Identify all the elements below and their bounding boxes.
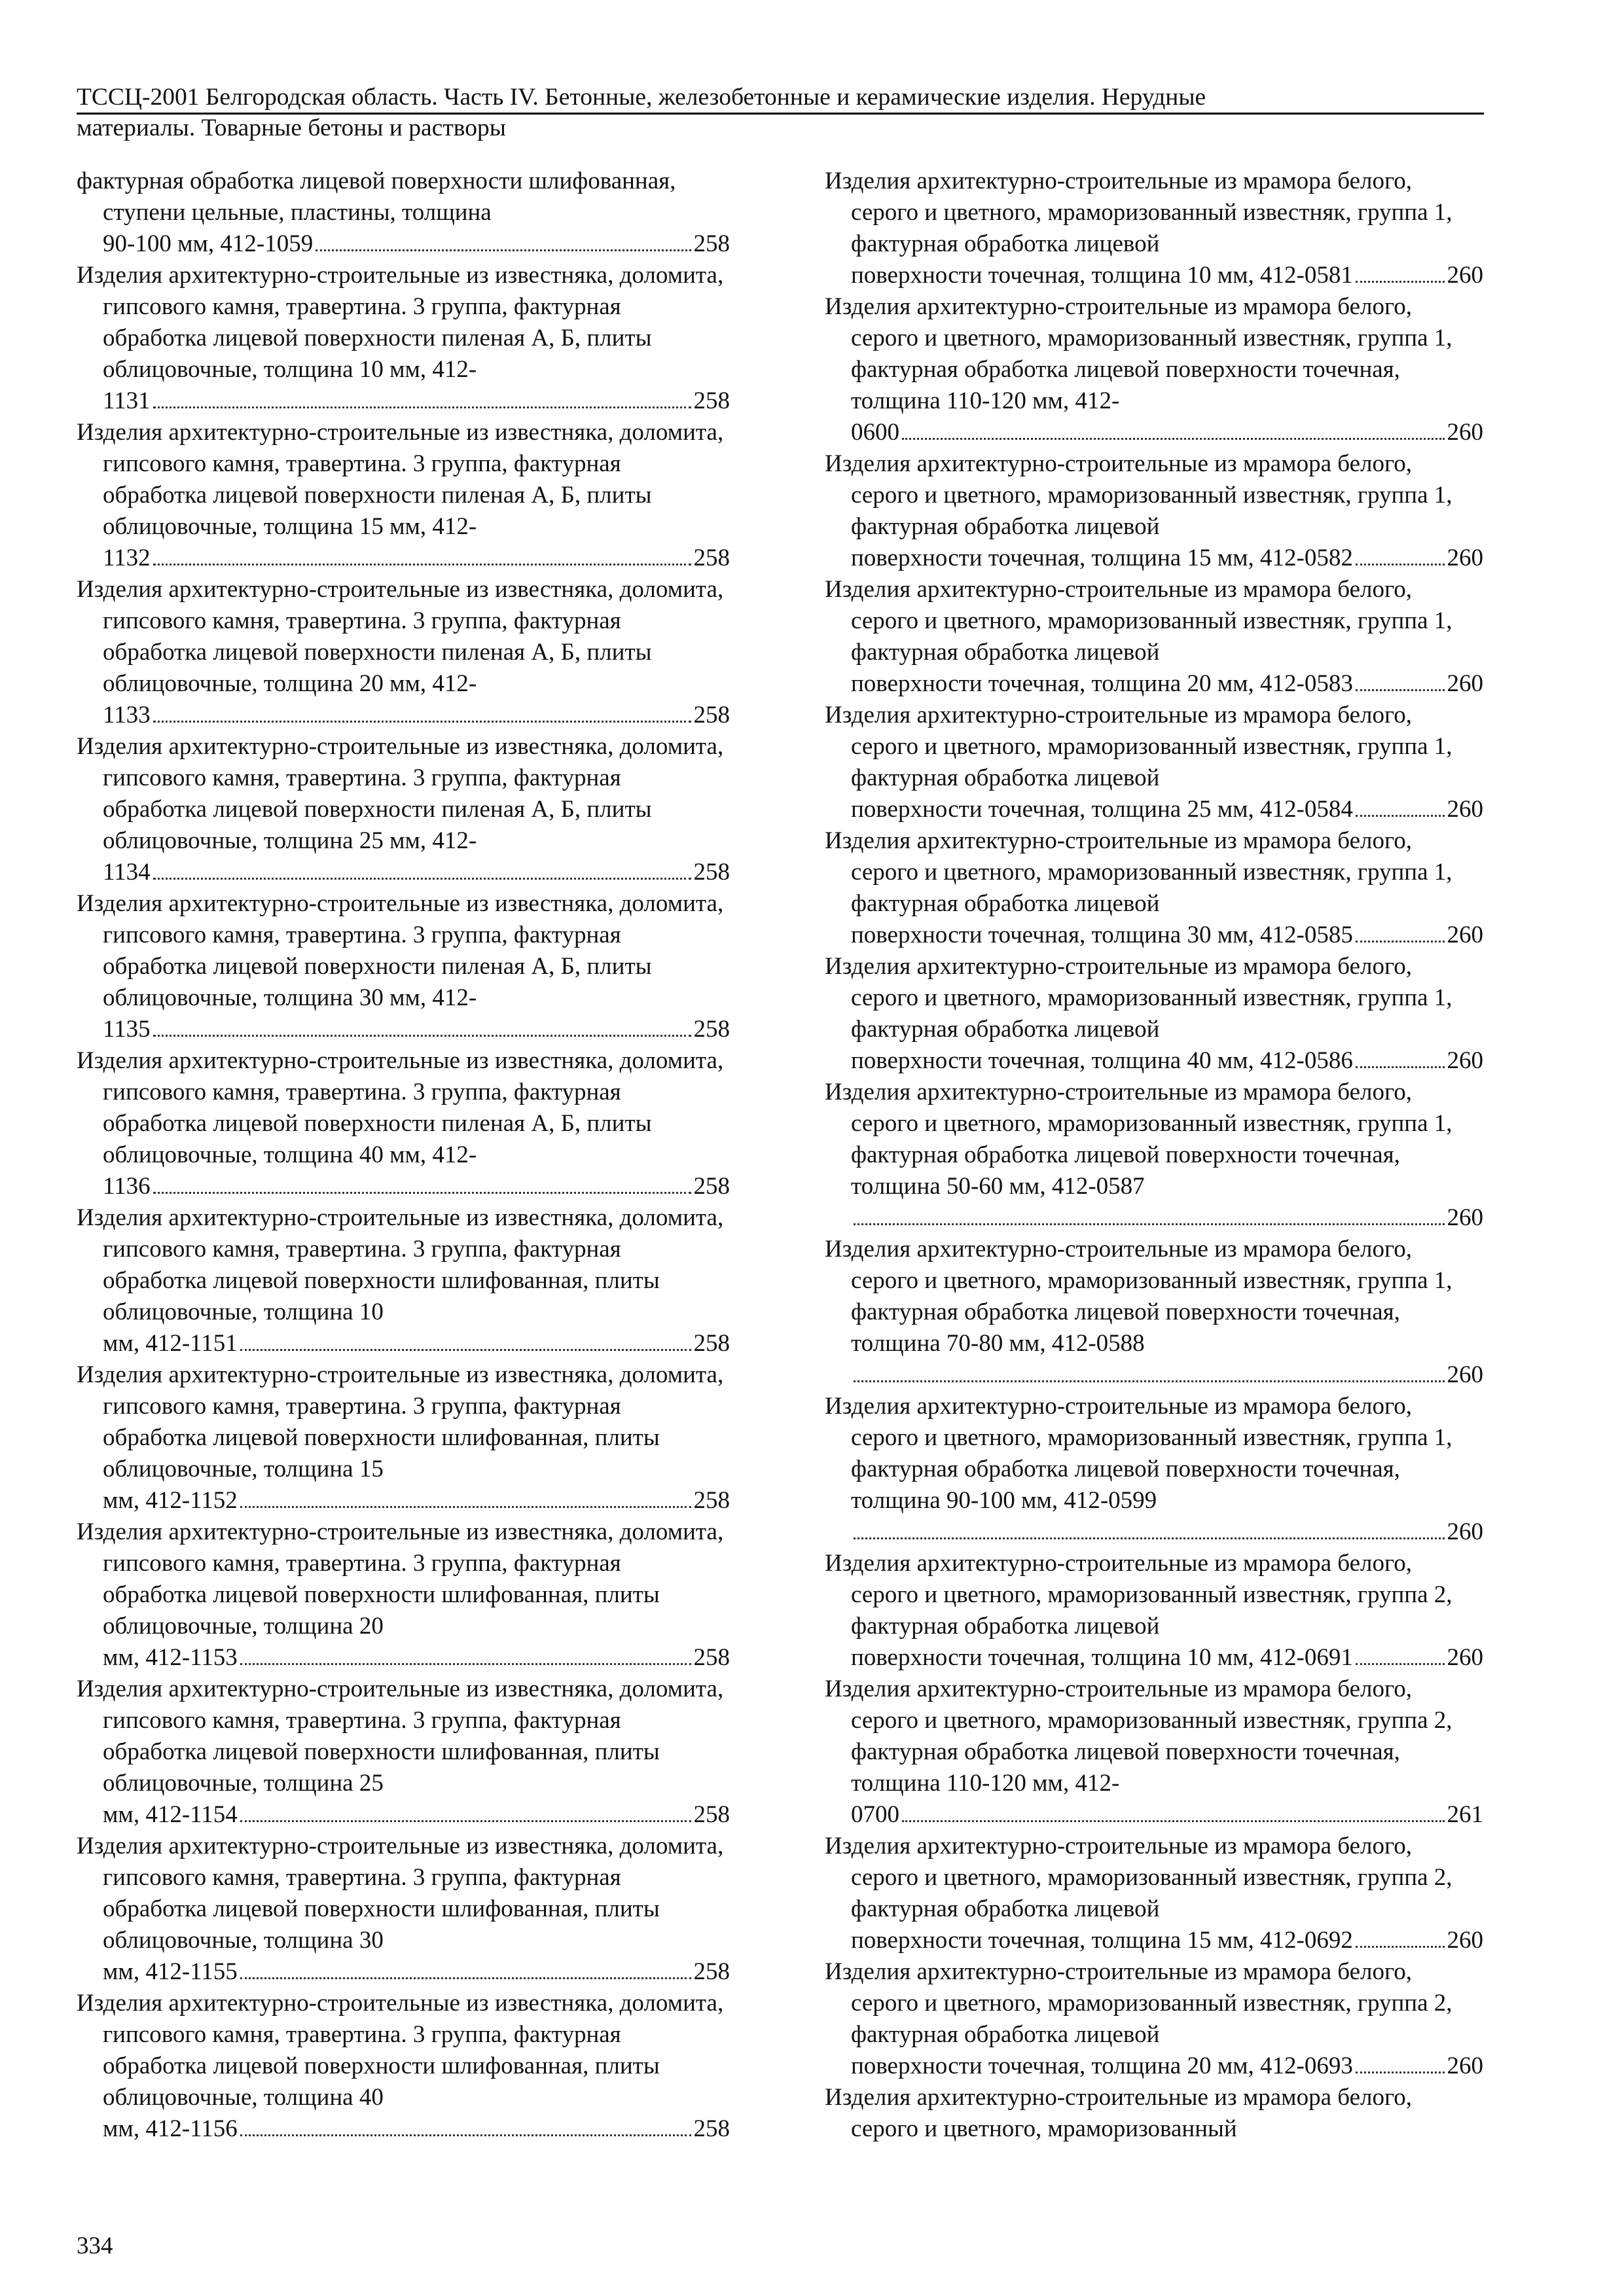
dot-leader	[153, 721, 691, 723]
index-entry-code: 90-100 мм, 412-1059	[103, 230, 314, 257]
index-entry	[825, 825, 1483, 951]
index-entry-text: Изделия архитектурно-строительные из мрамора белого, серого и цветного, мраморизованный известняк, группа 1, фактурная обработка лицевой	[825, 168, 1453, 257]
index-entry-text: Изделия архитектурно-строительные из известняка, доломита, гипсового камня, травертина. 3 группа, фактурная обработка лицевой поверхности пиленая А, Б, плиты облицовочные, толщина 15 мм, 412-	[77, 419, 724, 540]
index-entry-text: Изделия архитектурно-строительные из известняка, доломита, гипсового камня, травертина. 3 группа, фактурная обработка лицевой поверхности пиленая А, Б, плиты облицовочные, толщина 20 мм, 412-	[77, 576, 724, 697]
index-entry-text: Изделия архитектурно-строительные из известняка, доломита, гипсового камня, травертина. 3 группа, фактурная обработка лицевой поверхности пиленая А, Б, плиты облицовочные, толщина 30 мм, 412-	[77, 890, 724, 1011]
index-entry	[77, 417, 730, 574]
index-entry-leader	[103, 228, 730, 260]
page-number: 334	[77, 2233, 113, 2259]
index-entry-code: поверхности точечная, толщина 10 мм, 412-0581	[851, 262, 1353, 289]
index-entry-page: 260	[1447, 1518, 1483, 1545]
index-entry-code: поверхности точечная, толщина 20 мм, 412-0693	[851, 2053, 1353, 2079]
index-entry-code: мм, 412-1153	[103, 1644, 238, 1671]
index-entry-text: Изделия архитектурно-строительные из известняка, доломита, гипсового камня, травертина. 3 группа, фактурная обработка лицевой поверхности шлифованная, плиты облицовочные, толщина 40	[77, 1990, 724, 2111]
index-entry-leader	[103, 543, 730, 574]
index-entry-text: Изделия архитектурно-строительные из мрамора белого, серого и цветного, мраморизованный известняк, группа 1, фактурная обработка лицевой	[825, 953, 1453, 1043]
index-entry-leader	[103, 1642, 730, 1674]
dot-leader	[854, 1380, 1445, 1382]
index-entry	[825, 1674, 1483, 1831]
index-entry-page: 260	[1447, 2053, 1483, 2079]
dot-leader	[902, 1820, 1445, 1822]
index-entry-page: 258	[693, 859, 730, 886]
index-entry-page: 258	[693, 702, 730, 728]
index-entry-page: 258	[693, 2115, 730, 2142]
index-entry-text: Изделия архитектурно-строительные из мрамора белого, серого и цветного, мраморизованный известняк, группа 1, фактурная обработка лицевой поверхности точечная, толщина 110-120 мм, 412-	[825, 293, 1453, 414]
index-entry-text: Изделия архитектурно-строительные из известняка, доломита, гипсового камня, травертина. 3 группа, фактурная обработка лицевой поверхности шлифованная, плиты облицовочные, толщина 30	[77, 1833, 724, 1954]
index-entry-code: поверхности точечная, толщина 15 мм, 412-0692	[851, 1927, 1353, 1954]
index-entry-leader	[851, 1642, 1483, 1674]
index-entry-page: 260	[1447, 1644, 1483, 1671]
index-entry	[825, 1077, 1483, 1234]
index-entry-code: 1132	[103, 545, 151, 571]
index-entry-text: Изделия архитектурно-строительные из мрамора белого, серого и цветного, мраморизованный известняк, группа 1, фактурная обработка лицевой поверхности точечная, толщина 50-60 мм, 412-0587	[825, 1079, 1453, 1200]
index-entry-code: поверхности точечная, толщина 20 мм, 412-0583	[851, 670, 1353, 697]
index-entry-text: Изделия архитектурно-строительные из мрамора белого, серого и цветного, мраморизованный известняк, группа 2, фактурная обработка лицевой	[825, 1958, 1453, 2048]
index-entry-leader	[103, 1485, 730, 1516]
index-entry-leader	[103, 1328, 730, 1359]
index-entry-text: Изделия архитектурно-строительные из известняка, доломита, гипсового камня, травертина. 3 группа, фактурная обработка лицевой поверхности пиленая А, Б, плиты облицовочные, толщина 25 мм, 412-	[77, 733, 724, 854]
index-entry	[77, 731, 730, 888]
dot-leader	[1356, 281, 1445, 283]
dot-leader	[240, 1820, 691, 1822]
index-entry-leader	[851, 1799, 1483, 1831]
index-entry-leader	[103, 1014, 730, 1045]
dot-leader	[153, 878, 691, 880]
index-entry-page: 258	[693, 230, 730, 257]
index-entry-code: поверхности точечная, толщина 25 мм, 412-0584	[851, 796, 1353, 823]
index-entry-code: 1131	[103, 387, 151, 414]
index-entry-leader	[103, 1171, 730, 1202]
index-entry-code: поверхности точечная, толщина 15 мм, 412-0582	[851, 545, 1353, 571]
dot-leader	[316, 249, 691, 251]
index-entry-page: 260	[1447, 796, 1483, 823]
index-entry-text: Изделия архитектурно-строительные из мрамора белого, серого и цветного, мраморизованный известняк, группа 2, фактурная обработка лицевой	[825, 1550, 1453, 1640]
index-entry-code: поверхности точечная, толщина 30 мм, 412-0585	[851, 922, 1353, 948]
index-entry	[825, 700, 1483, 825]
index-entry-leader	[851, 260, 1483, 291]
index-entry	[825, 1548, 1483, 1674]
index-entry-text: Изделия архитектурно-строительные из мрамора белого, серого и цветного, мраморизованный известняк, группа 1, фактурная обработка лицевой	[825, 450, 1453, 540]
dot-leader	[153, 406, 691, 408]
index-entry-leader	[103, 386, 730, 417]
index-entry-page: 258	[693, 1173, 730, 1200]
index-entry-leader	[103, 857, 730, 888]
index-entry-code: мм, 412-1154	[103, 1801, 238, 1828]
index-entry-page: 258	[693, 1801, 730, 1828]
dot-leader	[240, 1977, 691, 1979]
index-entry-page: 258	[693, 387, 730, 414]
index-entry-text: Изделия архитектурно-строительные из известняка, доломита, гипсового камня, травертина. 3 группа, фактурная обработка лицевой поверхности шлифованная, плиты облицовочные, толщина 20	[77, 1518, 724, 1640]
index-entry	[77, 888, 730, 1045]
index-entry-page: 258	[693, 1330, 730, 1357]
index-entry-code: мм, 412-1152	[103, 1487, 238, 1514]
index-entry	[77, 574, 730, 731]
index-entry-page: 260	[1447, 1204, 1483, 1231]
index-entry-leader	[851, 920, 1483, 951]
index-entry	[825, 291, 1483, 448]
index-entry-page: 258	[693, 545, 730, 571]
index-entry	[825, 166, 1483, 291]
index-entry-leader	[851, 1045, 1483, 1077]
index-entry-leader	[851, 417, 1483, 448]
index-entry-code: мм, 412-1151	[103, 1330, 238, 1357]
dot-leader	[854, 1223, 1445, 1225]
index-entry-leader	[851, 543, 1483, 574]
dot-leader	[153, 1192, 691, 1194]
index-entry	[825, 1956, 1483, 2082]
dot-leader	[1356, 2072, 1445, 2073]
index-entry	[77, 1359, 730, 1516]
dot-leader	[1356, 941, 1445, 942]
dot-leader	[240, 1506, 691, 1508]
dot-leader	[1356, 689, 1445, 691]
index-entry-text: Изделия архитектурно-строительные из мрамора белого, серого и цветного, мраморизованный известняк, группа 1, фактурная обработка лицевой	[825, 702, 1453, 791]
dot-leader	[240, 1663, 691, 1665]
index-entry	[77, 1831, 730, 1988]
index-entry	[825, 1831, 1483, 1956]
index-entry-leader	[103, 700, 730, 731]
index-entry-leader	[851, 2051, 1483, 2082]
header-line-1: ТССЦ-2001 Белгородская область. Часть IV. Бетонные, железобетонные и керамические изделия. Нерудные	[77, 84, 1484, 115]
index-entry-text: Изделия архитектурно-строительные из мрамора белого, серого и цветного, мраморизованный	[825, 2084, 1412, 2142]
index-entry-code: 0700	[851, 1801, 899, 1828]
index-entry-page: 258	[693, 1016, 730, 1043]
index-entry	[77, 1516, 730, 1674]
index-entry-code: 1134	[103, 859, 151, 886]
index-entry-text: Изделия архитектурно-строительные из известняка, доломита, гипсового камня, травертина. 3 группа, фактурная обработка лицевой поверхности пиленая А, Б, плиты облицовочные, толщина 40 мм, 412-	[77, 1047, 724, 1168]
index-entry-code: мм, 412-1156	[103, 2115, 238, 2142]
index-entry-leader	[103, 2113, 730, 2145]
index-entry-text: Изделия архитектурно-строительные из мрамора белого, серого и цветного, мраморизованный известняк, группа 1, фактурная обработка лицевой поверхности точечная, толщина 90-100 мм, 412-0599	[825, 1393, 1453, 1514]
index-entry-code: 1136	[103, 1173, 151, 1200]
index-entry-text: фактурная обработка лицевой поверхности шлифованная, ступени цельные, пластины, толщина	[77, 168, 676, 226]
index-entry-page: 260	[1447, 1047, 1483, 1074]
index-entry-code: 0600	[851, 419, 899, 446]
index-entry-leader	[851, 1925, 1483, 1956]
index-entry	[825, 2082, 1483, 2145]
index-entry-text: Изделия архитектурно-строительные из мрамора белого, серого и цветного, мраморизованный известняк, группа 2, фактурная обработка лицевой поверхности точечная, толщина 110-120 мм, 412-	[825, 1676, 1453, 1797]
index-entry-text: Изделия архитектурно-строительные из мрамора белого, серого и цветного, мраморизованный известняк, группа 1, фактурная обработка лицевой	[825, 827, 1453, 917]
index-entry	[77, 1674, 730, 1831]
index-entry-leader	[851, 1202, 1483, 1234]
index-column-right	[825, 166, 1483, 2145]
index-entry-code: 1135	[103, 1016, 151, 1043]
dot-leader	[1356, 1946, 1445, 1948]
index-entry-page: 260	[1447, 1361, 1483, 1388]
dot-leader	[240, 2134, 691, 2136]
index-entry-code: поверхности точечная, толщина 10 мм, 412-0691	[851, 1644, 1353, 1671]
index-entry	[825, 448, 1483, 574]
index-entry	[77, 260, 730, 417]
index-entry	[825, 574, 1483, 700]
index-entry-text: Изделия архитектурно-строительные из известняка, доломита, гипсового камня, травертина. 3 группа, фактурная обработка лицевой поверхности шлифованная, плиты облицовочные, толщина 10	[77, 1204, 724, 1325]
index-entry-page: 260	[1447, 419, 1483, 446]
dot-leader	[153, 564, 691, 565]
dot-leader	[1356, 1663, 1445, 1665]
index-column-left	[77, 166, 730, 2145]
index-entry-code: поверхности точечная, толщина 40 мм, 412-0586	[851, 1047, 1353, 1074]
index-entry-page: 260	[1447, 1927, 1483, 1954]
dot-leader	[240, 1349, 691, 1351]
running-header	[77, 84, 1484, 142]
index-entry-leader	[851, 794, 1483, 825]
index-entry-leader	[103, 1956, 730, 1988]
header-line-2: материалы. Товарные бетоны и растворы	[77, 115, 506, 141]
index-entry	[77, 1045, 730, 1202]
index-entry-page: 258	[693, 1644, 730, 1671]
index-entry	[77, 1202, 730, 1359]
index-entry-page: 260	[1447, 262, 1483, 289]
index-entry-leader	[103, 1799, 730, 1831]
index-entry-leader	[851, 1516, 1483, 1548]
index-entry-leader	[851, 1359, 1483, 1391]
index-entry-text: Изделия архитектурно-строительные из мрамора белого, серого и цветного, мраморизованный известняк, группа 1, фактурная обработка лицевой поверхности точечная, толщина 70-80 мм, 412-0588	[825, 1236, 1453, 1357]
dot-leader	[1356, 1066, 1445, 1068]
index-entry	[825, 1391, 1483, 1548]
index-entry-text: Изделия архитектурно-строительные из известняка, доломита, гипсового камня, травертина. 3 группа, фактурная обработка лицевой поверхности пиленая А, Б, плиты облицовочные, толщина 10 мм, 412-	[77, 262, 724, 383]
index-entry	[77, 166, 730, 260]
dot-leader	[1356, 815, 1445, 817]
index-entry	[77, 1988, 730, 2145]
dot-leader	[153, 1035, 691, 1037]
dot-leader	[1356, 564, 1445, 565]
index-entry-leader	[851, 668, 1483, 700]
dot-leader	[902, 438, 1445, 440]
index-entry-text: Изделия архитектурно-строительные из известняка, доломита, гипсового камня, травертина. 3 группа, фактурная обработка лицевой поверхности шлифованная, плиты облицовочные, толщина 15	[77, 1361, 724, 1482]
index-entry-page: 258	[693, 1958, 730, 1985]
index-entry-page: 260	[1447, 670, 1483, 697]
index-entry	[825, 951, 1483, 1077]
index-entry-page: 258	[693, 1487, 730, 1514]
index-entry-code: 1133	[103, 702, 151, 728]
index-entry	[825, 1234, 1483, 1391]
index-entry-text: Изделия архитектурно-строительные из мрамора белого, серого и цветного, мраморизованный известняк, группа 1, фактурная обработка лицевой	[825, 576, 1453, 666]
index-entry-page: 260	[1447, 545, 1483, 571]
index-entry-page: 261	[1447, 1801, 1483, 1828]
index-entry-code: мм, 412-1155	[103, 1958, 238, 1985]
index-entry-page: 260	[1447, 922, 1483, 948]
dot-leader	[854, 1537, 1445, 1539]
index-entry-text: Изделия архитектурно-строительные из известняка, доломита, гипсового камня, травертина. 3 группа, фактурная обработка лицевой поверхности шлифованная, плиты облицовочные, толщина 25	[77, 1676, 724, 1797]
index-entry-text: Изделия архитектурно-строительные из мрамора белого, серого и цветного, мраморизованный известняк, группа 2, фактурная обработка лицевой	[825, 1833, 1453, 1922]
